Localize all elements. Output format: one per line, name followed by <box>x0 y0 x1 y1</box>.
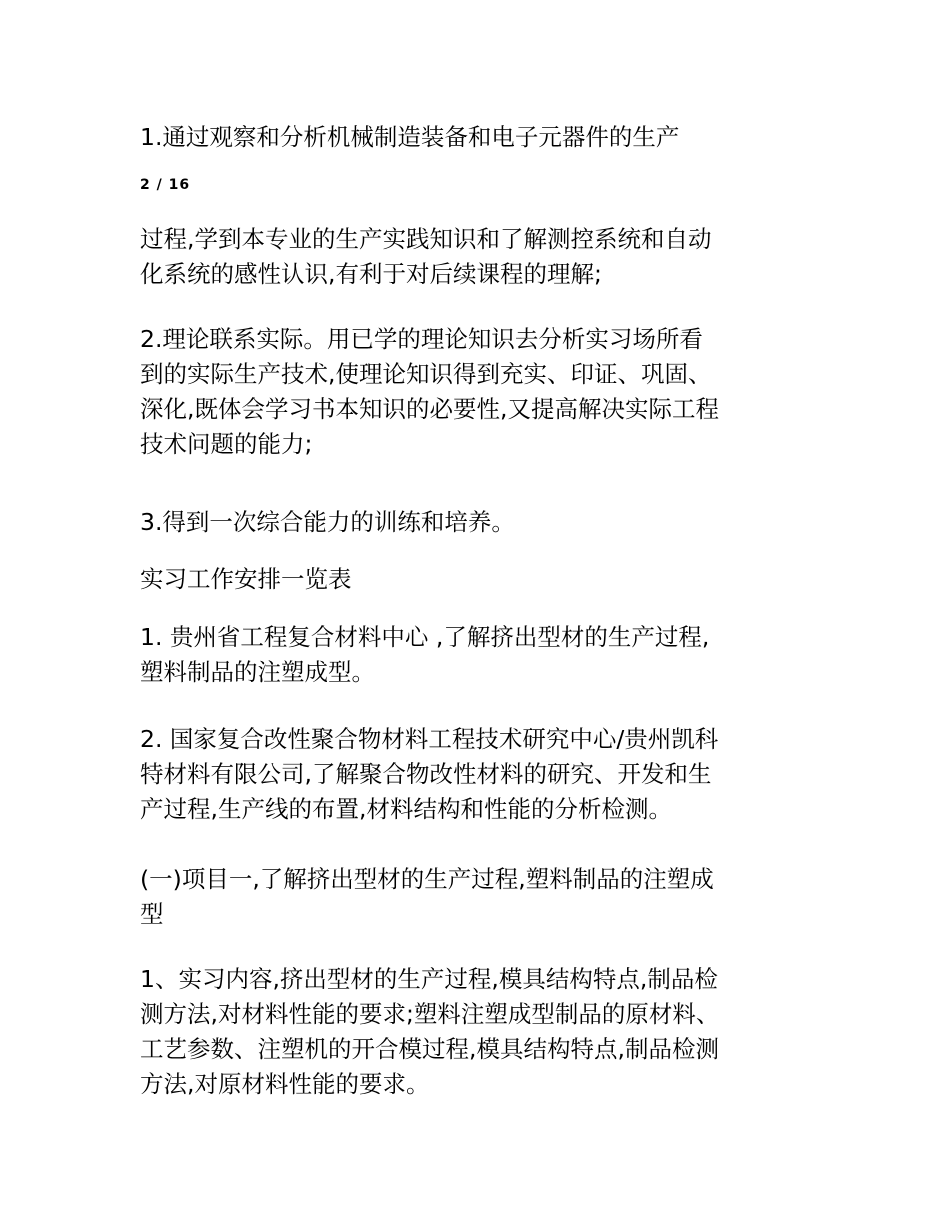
text-line: 2. 国家复合改性聚合物材料工程技术研究中心/贵州凯科 <box>140 725 719 753</box>
text-line: (一)项目一,了解挤出型材的生产过程,塑料制品的注塑成 <box>140 865 714 893</box>
text-line: 型 <box>140 900 164 928</box>
paragraph-goal-1 <box>140 120 820 155</box>
text-line: 特材料有限公司,了解聚合物改性材料的研究、开发和生 <box>140 760 712 788</box>
paragraph-internship-content <box>140 962 820 1102</box>
text-line: 实习工作安排一览表 <box>140 565 352 593</box>
text-line: 塑料制品的注塑成型。 <box>140 658 375 686</box>
paragraph-goal-3 <box>140 505 820 540</box>
text-line: 1. 贵州省工程复合材料中心 ,了解挤出型材的生产过程, <box>140 623 710 651</box>
text-line: 技术问题的能力; <box>140 430 313 458</box>
text-line: 2.理论联系实际。用已学的理论知识去分析实习场所看 <box>140 325 703 353</box>
text-line: 工艺参数、注塑机的开合模过程,模具结构特点,制品检测 <box>140 1035 719 1063</box>
page-number: 2 / 16 <box>140 177 191 193</box>
text-line: 3.得到一次综合能力的训练和培养。 <box>140 508 515 536</box>
text-line: 化系统的感性认识,有利于对后续课程的理解; <box>140 260 602 288</box>
text-line: 到的实际生产技术,使理论知识得到充实、印证、巩固、 <box>140 360 712 388</box>
text-line: 测方法,对材料性能的要求;塑料注塑成型制品的原材料、 <box>140 1000 720 1028</box>
paragraph-schedule-1 <box>140 620 820 690</box>
text-line: 方法,对原材料性能的要求。 <box>140 1070 430 1098</box>
text-line: 1.通过观察和分析机械制造装备和电子元器件的生产 <box>140 123 680 151</box>
text-line: 1、实习内容,挤出型材的生产过程,模具结构特点,制品检 <box>140 965 718 993</box>
text-line: 产过程,生产线的布置,材料结构和性能的分析检测。 <box>140 795 672 823</box>
section-heading-project-1 <box>140 862 820 932</box>
paragraph-schedule-2 <box>140 722 820 827</box>
section-heading-schedule <box>140 562 820 597</box>
text-line: 过程,学到本专业的生产实践知识和了解测控系统和自动 <box>140 225 712 253</box>
paragraph-goal-1-cont <box>140 222 820 292</box>
text-line: 深化,既体会学习书本知识的必要性,又提高解决实际工程 <box>140 395 719 423</box>
paragraph-goal-2 <box>140 322 820 462</box>
